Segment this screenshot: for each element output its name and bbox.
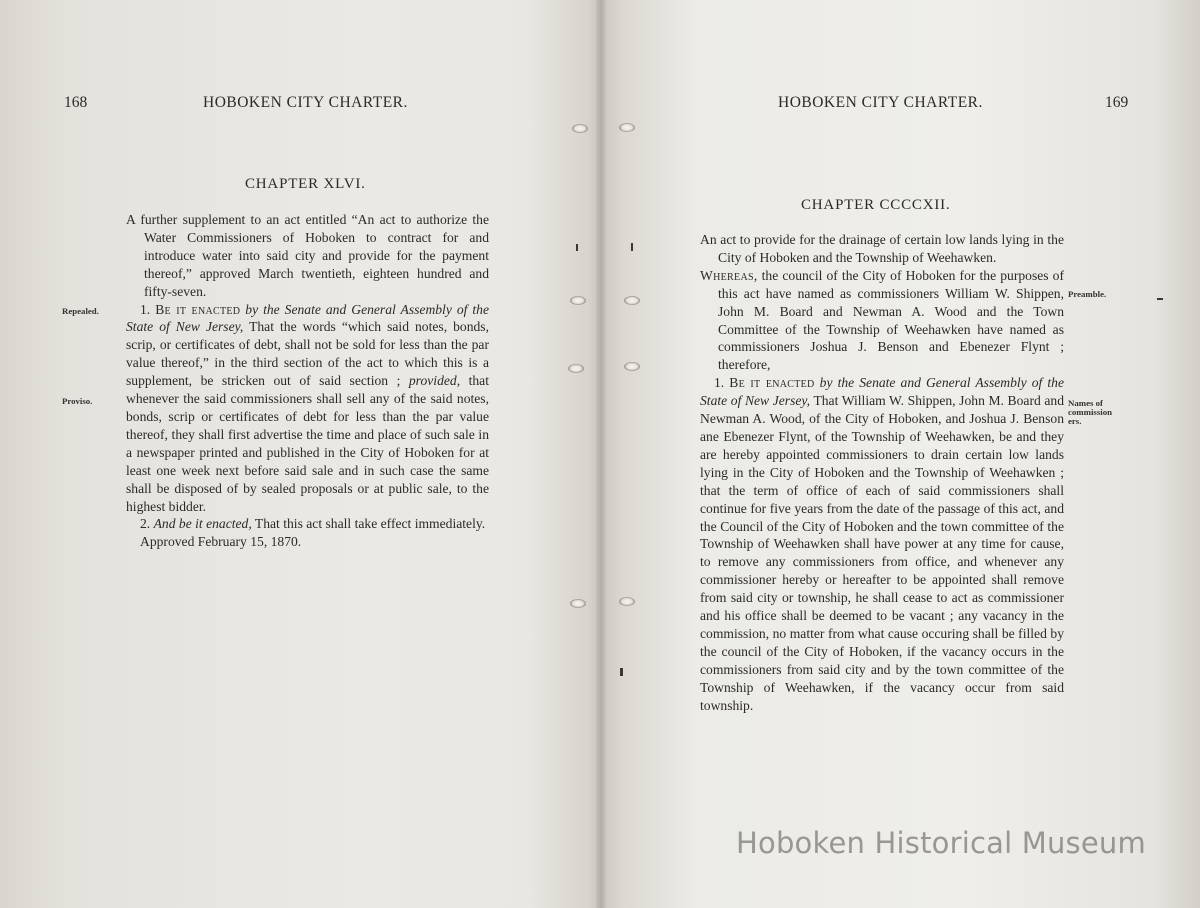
- enacting-authority: by the Senate and General Assembly of the State of New Jersey,: [700, 375, 1064, 409]
- act-title-paragraph: A further supplement to an act entitled “An act to authorize the Water Commissioners of Hoboken to contract for and introduce water into said city and provide for the payment thereof,” approved March twentieth, eighteen hundred and fifty-seven.: [126, 212, 489, 299]
- chapter-body: [126, 211, 489, 551]
- enacting-clause: Be it enacted: [155, 301, 241, 317]
- approved-date: Approved February 15, 1870.: [140, 534, 302, 550]
- whereas-lead: Whereas,: [700, 267, 758, 283]
- margin-note-repealed: Repealed.: [62, 306, 99, 316]
- whereas-text: the council of the City of Hoboken for the purposes of this act have named as commissioners William W. Shippen, John M. Board and Newman A. Wood and the Town Committee of the Township of Weehawken have named as commissioners Joshua J. Benson and Ebenezer Flynt ; therefore,: [718, 267, 1064, 373]
- section-1: [126, 301, 489, 516]
- section-italic: And be it enacted,: [153, 516, 252, 532]
- enacting-clause: Be it enacted: [729, 375, 815, 391]
- chapter-body: [700, 231, 1064, 714]
- proviso-word: provided,: [408, 373, 461, 389]
- whereas-paragraph: [700, 267, 1064, 374]
- section-text-continued: that whenever the said commissioners shall sell any of the said notes, bonds, scrip or certificates of debt for less than the par value thereof, they shall first advertise the time and place of such sale in a newspaper printed and published in the City of Hoboken for at least one week next before said sale and in such case the same shall be disposed of by sealed proposals or at public sale, to the highest bidder.: [126, 373, 489, 514]
- section-1: [700, 374, 1064, 714]
- section-number: 1.: [714, 375, 725, 391]
- right-page: [604, 0, 1200, 908]
- chapter-title: CHAPTER XLVI.: [245, 176, 366, 192]
- margin-note-commissioners: Names of commission ers.: [1068, 398, 1112, 426]
- section-text: That this act shall take effect immediately.: [254, 516, 486, 532]
- margin-note-proviso: Proviso.: [62, 396, 93, 406]
- page-number: 169: [1105, 94, 1129, 111]
- page-number: 168: [64, 94, 88, 111]
- margin-note-preamble: Preamble.: [1068, 289, 1107, 299]
- running-head: HOBOKEN CITY CHARTER.: [778, 94, 983, 111]
- running-head: HOBOKEN CITY CHARTER.: [203, 94, 408, 111]
- section-number: 2.: [140, 516, 151, 532]
- section-text: That William W. Shippen, John M. Board and Newman A. Wood, of the City of Hoboken, and Joshua J. Benson ane Ebenezer Flynt, of the Township of Weehawken, be and they are hereby appointed commissioners to drain certain low lands lying in the City of Hoboken and the Township of Weehawken ; that the term of office of each of said commissioners shall continue for five years from the date of the passage of this act, and the Council of the City of Hoboken and the town committee of the Township of Weehawken shall have power at any time for cause, to remove any commissioners from office, and whenever any commissioner hereby or hereafter to be appointed shall remove from said city or township, he shall cease to act as commissioner and his office shall be deemed to be vacant ; any vacancy in the commission, no matter from what cause occuring shall be filled by the council of the City of Hoboken, if the vacancy occurs in the commissioners from said city and by the town committee of the Township of Weehawken, if the vacancy occur from said township.: [700, 393, 1064, 713]
- act-title-paragraph: An act to provide for the drainage of certain low lands lying in the City of Hoboken and the Township of Weehawken.: [700, 232, 1064, 265]
- section-number: 1.: [140, 301, 151, 317]
- section-text: That the words “which said notes, bonds, scrip, or certificates of debt, shall not be sold for less than the par value thereof,” in the third section of the act to which this is a supplement, be stricken out of said section ;: [126, 319, 489, 389]
- chapter-title: CHAPTER CCCCXII.: [801, 197, 951, 213]
- museum-watermark: Hoboken Historical Museum: [736, 826, 1146, 860]
- section-2: [126, 515, 489, 533]
- enacting-authority: by the Senate and General Assembly of the State of New Jersey,: [126, 301, 489, 335]
